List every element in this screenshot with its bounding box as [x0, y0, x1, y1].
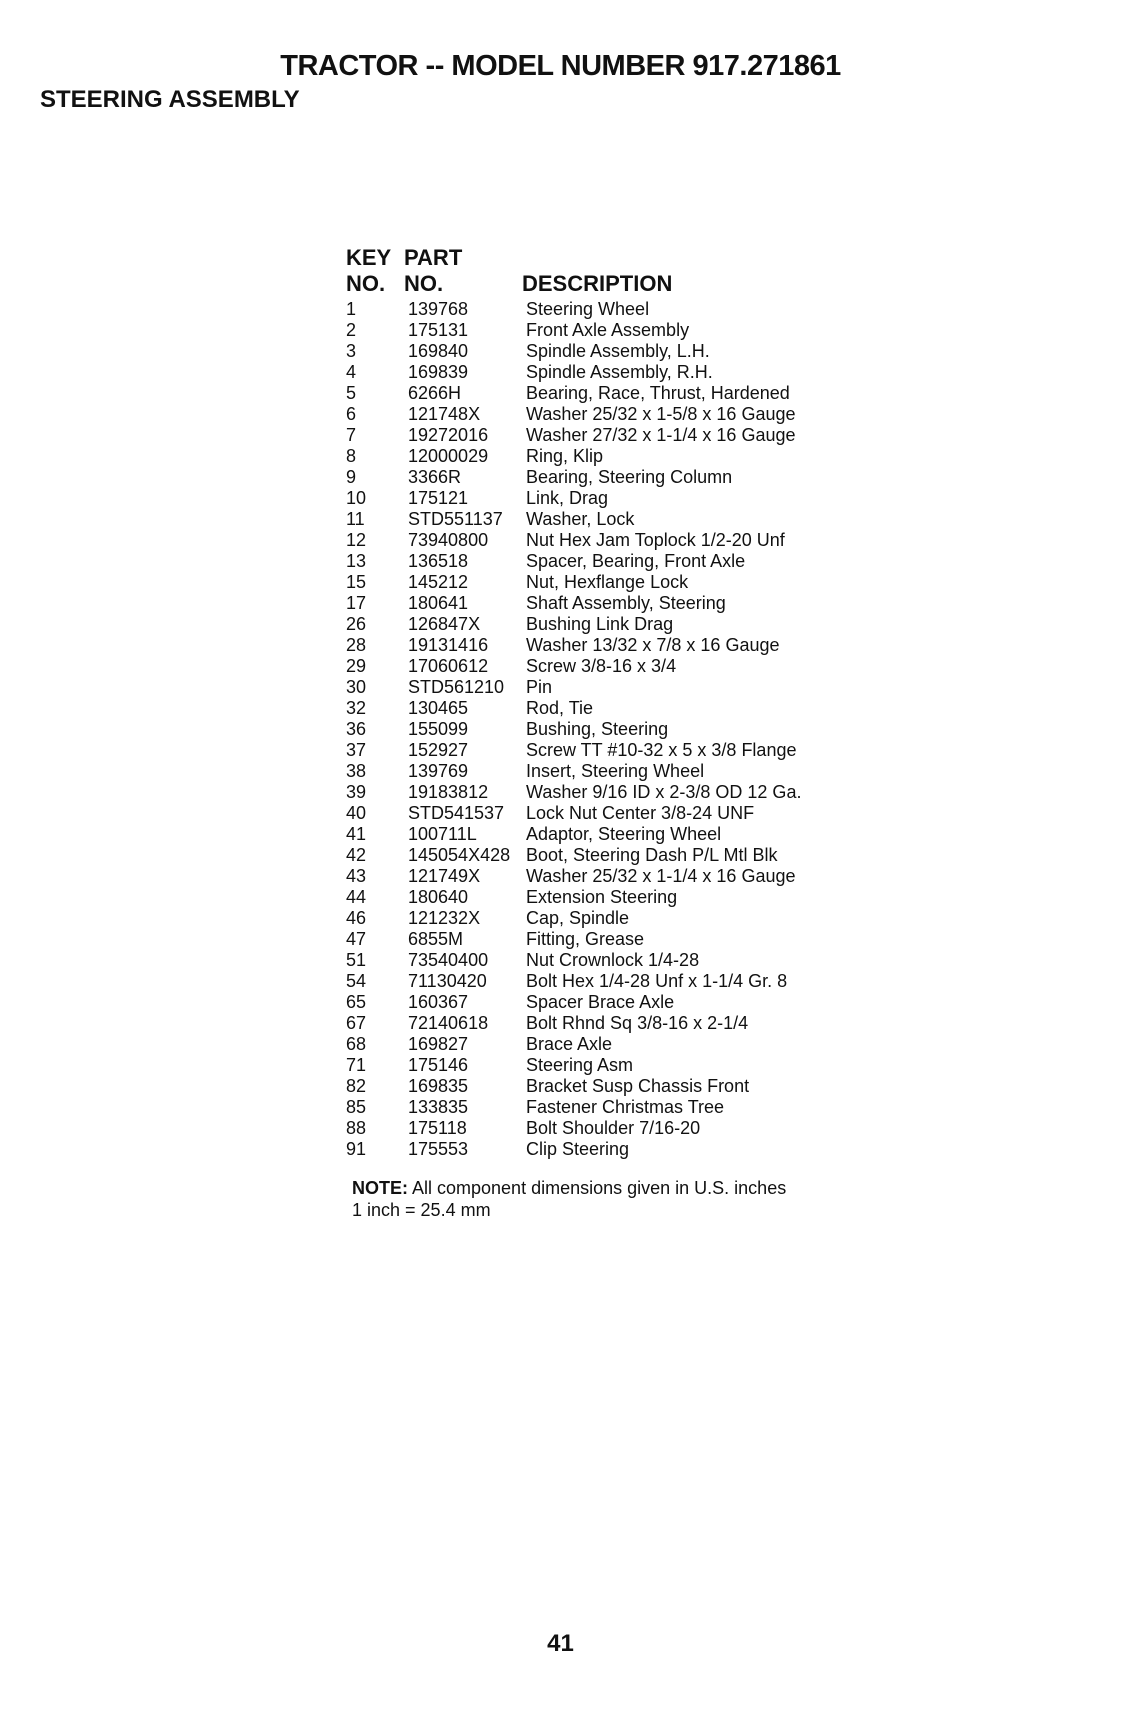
part-number: 133835	[408, 1097, 469, 1117]
part-description: Screw TT #10-32 x 5 x 3/8 Flange	[526, 740, 797, 760]
key-number: 44	[346, 887, 367, 907]
part-description: Brace Axle	[526, 1034, 613, 1054]
part-number: 175553	[408, 1139, 469, 1159]
part-description: Front Axle Assembly	[526, 320, 690, 340]
list-item	[346, 824, 866, 845]
part-number: 180640	[408, 887, 469, 907]
key-number: 6	[346, 404, 357, 424]
key-number: 28	[346, 635, 367, 655]
list-item	[346, 467, 866, 488]
key-number: 71	[346, 1055, 367, 1075]
part-number: 17060612	[408, 656, 489, 676]
list-item	[346, 425, 866, 446]
part-description: Spindle Assembly, L.H.	[526, 341, 710, 361]
list-item	[346, 950, 866, 971]
part-number: 152927	[408, 740, 469, 760]
part-number: 71130420	[408, 971, 487, 991]
part-number: 175146	[408, 1055, 469, 1075]
part-description: Washer 27/32 x 1-1/4 x 16 Gauge	[526, 425, 796, 445]
note-line1	[352, 1177, 786, 1199]
key-number: 47	[346, 929, 367, 949]
list-item	[346, 362, 866, 383]
part-number: 19272016	[408, 425, 489, 445]
part-number: 121748X	[408, 404, 481, 424]
key-number: 46	[346, 908, 367, 928]
key-number: 88	[346, 1118, 367, 1138]
key-number: 43	[346, 866, 367, 886]
part-description: Washer 25/32 x 1-5/8 x 16 Gauge	[526, 404, 796, 424]
part-description: Nut Crownlock 1/4-28	[526, 950, 700, 970]
list-item	[346, 719, 866, 740]
key-number: 68	[346, 1034, 367, 1054]
part-number: 19131416	[408, 635, 489, 655]
part-number: 121749X	[408, 866, 481, 886]
key-number: 12	[346, 530, 367, 550]
list-item	[346, 383, 866, 404]
part-description: Bolt Hex 1/4-28 Unf x 1-1/4 Gr. 8	[526, 971, 788, 991]
key-number: 29	[346, 656, 367, 676]
part-description: Spindle Assembly, R.H.	[526, 362, 713, 382]
parts-list-header	[346, 245, 866, 295]
key-header-line1: KEY	[346, 245, 392, 270]
key-number: 10	[346, 488, 367, 508]
part-number: 126847X	[408, 614, 481, 634]
key-number: 7	[346, 425, 357, 445]
list-item	[346, 698, 866, 719]
part-description: Lock Nut Center 3/8-24 UNF	[526, 803, 755, 823]
list-item	[346, 1055, 866, 1076]
key-number: 85	[346, 1097, 367, 1117]
list-item	[346, 992, 866, 1013]
list-item	[346, 320, 866, 341]
part-header-line2: NO.	[404, 271, 444, 296]
part-description: Link, Drag	[526, 488, 609, 508]
section-title: STEERING ASSEMBLY	[40, 86, 300, 113]
list-item	[346, 761, 866, 782]
list-item	[346, 593, 866, 614]
part-number: 169827	[408, 1034, 469, 1054]
list-item	[346, 299, 866, 320]
list-item	[346, 1013, 866, 1034]
list-item	[346, 530, 866, 551]
part-description: Washer, Lock	[526, 509, 635, 529]
part-number: 175131	[408, 320, 469, 340]
part-number: 136518	[408, 551, 469, 571]
parts-rows	[346, 299, 866, 1160]
list-item	[346, 1097, 866, 1118]
key-header-line2: NO.	[346, 271, 386, 296]
part-description: Bolt Shoulder 7/16-20	[526, 1118, 701, 1138]
part-number: 6855M	[408, 929, 464, 949]
key-number: 5	[346, 383, 357, 403]
part-description: Screw 3/8-16 x 3/4	[526, 656, 677, 676]
part-number: 73940800	[408, 530, 489, 550]
part-description: Nut, Hexflange Lock	[526, 572, 689, 592]
key-number: 30	[346, 677, 367, 697]
part-description: Bushing, Steering	[526, 719, 669, 739]
list-item	[346, 488, 866, 509]
description-header: DESCRIPTION	[522, 271, 673, 296]
key-number: 2	[346, 320, 357, 340]
page-number: 41	[547, 1630, 574, 1657]
part-number: 175118	[408, 1118, 467, 1138]
list-item	[346, 929, 866, 950]
part-number: STD541537	[408, 803, 505, 823]
part-description: Spacer Brace Axle	[526, 992, 675, 1012]
key-number: 82	[346, 1076, 367, 1096]
part-description: Steering Wheel	[526, 299, 650, 319]
key-number: 54	[346, 971, 367, 991]
list-item	[346, 1118, 866, 1139]
list-item	[346, 446, 866, 467]
note-text: All component dimensions given in U.S. inches	[408, 1178, 787, 1198]
part-description: Fitting, Grease	[526, 929, 645, 949]
key-number: 39	[346, 782, 367, 802]
key-number: 11	[346, 509, 365, 529]
list-item	[346, 404, 866, 425]
key-number: 9	[346, 467, 357, 487]
note-line2: 1 inch = 25.4 mm	[352, 1200, 491, 1220]
part-description: Boot, Steering Dash P/L Mtl Blk	[526, 845, 778, 865]
list-item	[346, 1034, 866, 1055]
list-item	[346, 614, 866, 635]
part-description: Bolt Rhnd Sq 3/8-16 x 2-1/4	[526, 1013, 749, 1033]
list-item	[346, 740, 866, 761]
list-item	[346, 782, 866, 803]
part-number: 130465	[408, 698, 469, 718]
part-description: Fastener Christmas Tree	[526, 1097, 725, 1117]
key-number: 8	[346, 446, 357, 466]
key-number: 67	[346, 1013, 367, 1033]
key-number: 51	[346, 950, 367, 970]
part-description: Bearing, Steering Column	[526, 467, 733, 487]
part-number: STD551137	[408, 509, 503, 529]
list-item	[346, 677, 866, 698]
part-number: 139769	[408, 761, 469, 781]
part-description: Bearing, Race, Thrust, Hardened	[526, 383, 790, 403]
key-number: 17	[346, 593, 367, 613]
list-item	[346, 866, 866, 887]
part-number: 145054X428	[408, 845, 511, 865]
part-description: Shaft Assembly, Steering	[526, 593, 726, 613]
key-number: 65	[346, 992, 367, 1012]
list-item	[346, 1076, 866, 1097]
key-number: 4	[346, 362, 357, 382]
part-description: Spacer, Bearing, Front Axle	[526, 551, 746, 571]
part-number: 155099	[408, 719, 469, 739]
part-number: 145212	[408, 572, 469, 592]
part-description: Washer 13/32 x 7/8 x 16 Gauge	[526, 635, 780, 655]
key-number: 26	[346, 614, 367, 634]
part-description: Pin	[526, 677, 553, 697]
part-number: 160367	[408, 992, 469, 1012]
part-description: Nut Hex Jam Toplock 1/2-20 Unf	[526, 530, 785, 550]
part-description: Adaptor, Steering Wheel	[526, 824, 722, 844]
list-item	[346, 887, 866, 908]
part-description: Steering Asm	[526, 1055, 634, 1075]
part-description: Ring, Klip	[526, 446, 604, 466]
list-item	[346, 572, 866, 593]
part-number: 19183812	[408, 782, 489, 802]
note-label: NOTE:	[352, 1178, 408, 1198]
list-item	[346, 908, 866, 929]
part-description: Rod, Tie	[526, 698, 594, 718]
key-number: 37	[346, 740, 367, 760]
key-number: 40	[346, 803, 367, 823]
key-number: 42	[346, 845, 367, 865]
part-description: Washer 9/16 ID x 2-3/8 OD 12 Ga.	[526, 782, 802, 802]
part-number: 175121	[408, 488, 469, 508]
part-description: Clip Steering	[526, 1139, 630, 1159]
list-item	[346, 635, 866, 656]
page-title: TRACTOR -- MODEL NUMBER 917.271861	[280, 50, 841, 82]
list-item	[346, 656, 866, 677]
part-description: Cap, Spindle	[526, 908, 630, 928]
key-number: 1	[346, 299, 357, 319]
key-number: 3	[346, 341, 357, 361]
list-item	[346, 341, 866, 362]
parts-list	[346, 245, 866, 1160]
part-number: 169839	[408, 362, 469, 382]
key-number: 15	[346, 572, 367, 592]
part-description: Extension Steering	[526, 887, 678, 907]
part-number: 180641	[408, 593, 469, 613]
list-item	[346, 803, 866, 824]
part-number: 169840	[408, 341, 469, 361]
part-description: Bracket Susp Chassis Front	[526, 1076, 750, 1096]
part-description: Washer 25/32 x 1-1/4 x 16 Gauge	[526, 866, 796, 886]
key-number: 91	[346, 1139, 367, 1159]
list-item	[346, 971, 866, 992]
list-item	[346, 551, 866, 572]
part-header-line1: PART	[404, 245, 463, 270]
part-number: 73540400	[408, 950, 489, 970]
note	[352, 1177, 786, 1221]
part-number: 6266H	[408, 383, 462, 403]
part-number: 3366R	[408, 467, 462, 487]
part-number: 139768	[408, 299, 469, 319]
key-number: 32	[346, 698, 367, 718]
part-number: 121232X	[408, 908, 481, 928]
part-description: Insert, Steering Wheel	[526, 761, 705, 781]
key-number: 13	[346, 551, 367, 571]
key-number: 38	[346, 761, 367, 781]
key-number: 41	[346, 824, 367, 844]
list-item	[346, 509, 866, 530]
list-item	[346, 1139, 866, 1160]
list-item	[346, 845, 866, 866]
part-description: Bushing Link Drag	[526, 614, 674, 634]
part-number: 100711L	[408, 824, 477, 844]
part-number: 12000029	[408, 446, 489, 466]
part-number: 72140618	[408, 1013, 489, 1033]
part-number: STD561210	[408, 677, 505, 697]
key-number: 36	[346, 719, 367, 739]
part-number: 169835	[408, 1076, 469, 1096]
